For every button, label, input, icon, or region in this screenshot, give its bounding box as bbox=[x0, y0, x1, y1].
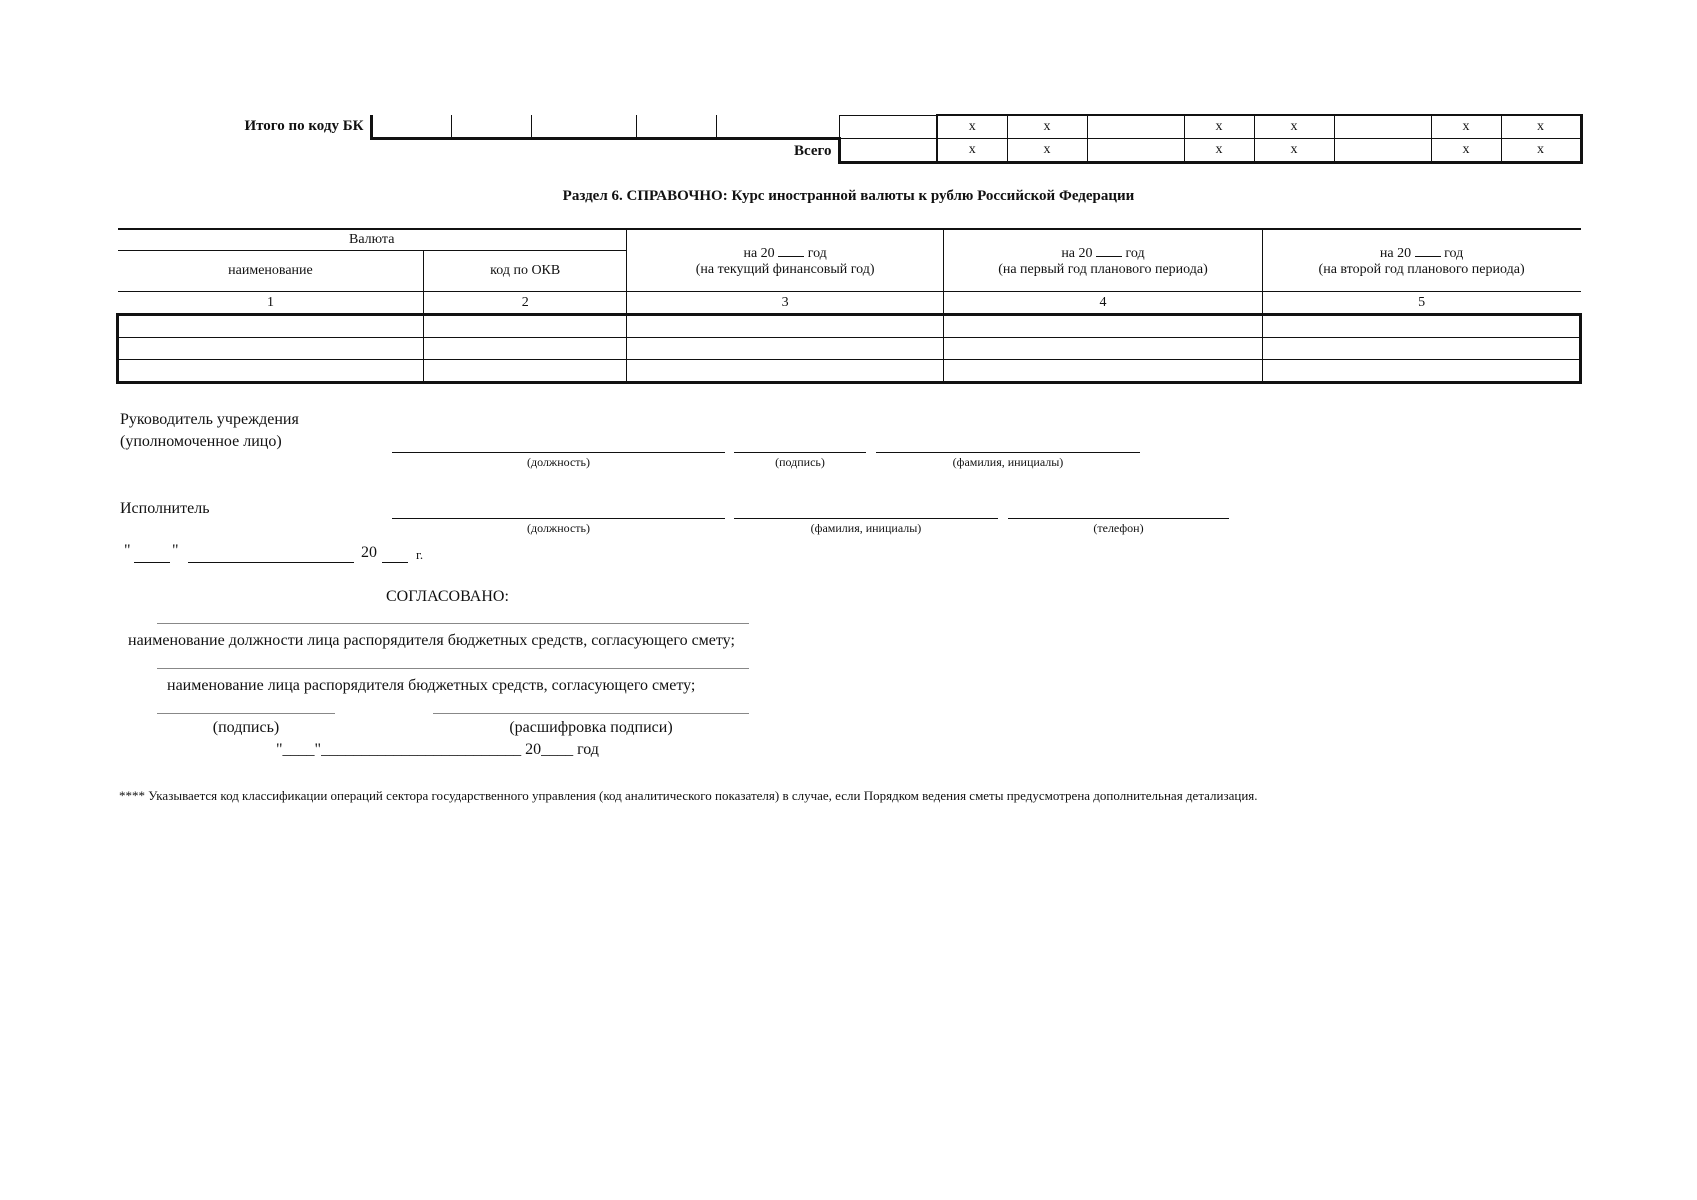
date-quote-open: " bbox=[124, 542, 131, 559]
data-cell bbox=[424, 360, 627, 383]
col-name-header: наименование bbox=[118, 251, 424, 292]
head-signature-line bbox=[734, 452, 866, 453]
head-position-caption: (должность) bbox=[527, 455, 590, 469]
cell bbox=[636, 115, 716, 139]
date-year-prefix: 20 bbox=[361, 544, 377, 561]
col-number-2: 2 bbox=[424, 292, 627, 315]
data-row bbox=[118, 315, 1581, 338]
data-cell bbox=[944, 315, 1262, 338]
cell bbox=[371, 115, 451, 139]
section-title: Раздел 6. СПРАВОЧНО: Курс иностранной валюты к рублю Российской Федерации bbox=[562, 188, 1135, 204]
data-cell bbox=[944, 360, 1262, 383]
col-number-5: 5 bbox=[1262, 292, 1580, 315]
col4-prefix: на 20 bbox=[1061, 245, 1093, 261]
executor-phone-line bbox=[1008, 518, 1229, 519]
totals-table bbox=[116, 114, 1583, 164]
data-cell bbox=[118, 360, 424, 383]
cell bbox=[1334, 115, 1431, 139]
col-number-4: 4 bbox=[944, 292, 1262, 315]
col-code-header: код по ОКВ bbox=[424, 251, 627, 292]
executor-phone-caption: (телефон) bbox=[1093, 521, 1144, 535]
x-cell: x bbox=[1254, 139, 1334, 163]
approval-signature-caption: (подпись) bbox=[212, 719, 280, 736]
executor-position-line bbox=[392, 518, 725, 519]
head-label-line1: Руководитель учреждения bbox=[120, 411, 299, 428]
x-cell: x bbox=[937, 115, 1007, 139]
col-number-1: 1 bbox=[118, 292, 424, 315]
x-cell: x bbox=[1007, 139, 1087, 163]
data-cell bbox=[1262, 338, 1580, 360]
col5-prefix: на 20 bbox=[1379, 245, 1412, 261]
approval-line2: наименование лица распорядителя бюджетных средств, согласующего смету; bbox=[167, 677, 696, 694]
col5-header bbox=[1262, 229, 1580, 292]
col3-header bbox=[626, 229, 943, 292]
data-cell bbox=[626, 315, 943, 338]
cell bbox=[1087, 139, 1184, 163]
x-cell: x bbox=[1431, 139, 1501, 163]
cell bbox=[531, 115, 636, 139]
cell bbox=[716, 115, 839, 139]
head-name-line bbox=[876, 452, 1140, 453]
head-label-line2: (уполномоченное лицо) bbox=[120, 433, 282, 450]
x-cell: x bbox=[1501, 115, 1581, 139]
approval-date: "____"_________________________ 20____ год bbox=[276, 741, 599, 758]
number-row bbox=[118, 292, 1581, 315]
date-quote-close: " bbox=[172, 542, 179, 559]
data-row bbox=[118, 338, 1581, 360]
itogo-row bbox=[116, 115, 1581, 139]
col5-sub: (на второй год планового периода) bbox=[1318, 261, 1525, 277]
col4-sub: (на первый год планового периода) bbox=[998, 261, 1208, 277]
approval-decode-line bbox=[433, 713, 749, 714]
col3-suffix: год bbox=[807, 245, 827, 261]
x-cell: x bbox=[1254, 115, 1334, 139]
currency-group-header: Валюта bbox=[118, 229, 627, 251]
x-cell: x bbox=[1184, 115, 1254, 139]
cell bbox=[1334, 139, 1431, 163]
data-cell bbox=[424, 315, 627, 338]
approval-decode-caption: (расшифровка подписи) bbox=[509, 719, 673, 736]
data-cell bbox=[118, 315, 424, 338]
col3-sub: (на текущий финансовый год) bbox=[695, 261, 875, 277]
x-cell: x bbox=[937, 139, 1007, 163]
approval-title: СОГЛАСОВАНО: bbox=[386, 588, 509, 605]
data-cell bbox=[424, 338, 627, 360]
spacer bbox=[116, 139, 371, 163]
cell bbox=[839, 115, 937, 139]
vsego-row bbox=[116, 139, 1581, 163]
head-name-caption: (фамилия, инициалы) bbox=[952, 455, 1064, 469]
data-cell bbox=[626, 360, 943, 383]
date-month-line bbox=[188, 562, 354, 563]
executor-name-line bbox=[734, 518, 998, 519]
data-cell bbox=[118, 338, 424, 360]
x-cell: x bbox=[1184, 139, 1254, 163]
col-number-3: 3 bbox=[626, 292, 943, 315]
approval-signature-line bbox=[157, 713, 335, 714]
header-row-1 bbox=[118, 229, 1581, 251]
approval-position-line bbox=[157, 623, 749, 624]
col4-header bbox=[944, 229, 1262, 292]
itogo-label: Итого по коду БК bbox=[244, 118, 364, 135]
col5-suffix: год bbox=[1444, 245, 1464, 261]
executor-label: Исполнитель bbox=[120, 500, 210, 517]
head-position-line bbox=[392, 452, 725, 453]
data-cell bbox=[944, 338, 1262, 360]
x-cell: x bbox=[1007, 115, 1087, 139]
vsego-label: Всего bbox=[794, 142, 832, 159]
date-year-line bbox=[382, 562, 408, 563]
data-row bbox=[118, 360, 1581, 383]
date-g: г. bbox=[416, 547, 424, 562]
col3-prefix: на 20 bbox=[743, 245, 775, 261]
executor-position-caption: (должность) bbox=[527, 521, 590, 535]
data-cell bbox=[626, 338, 943, 360]
col4-suffix: год bbox=[1125, 245, 1145, 261]
footnote: **** Указывается код классификации операций сектора государственного управления (код аналитического показателя) в случае, если Порядком ведения сметы предусмотрена дополнительная детализация. bbox=[119, 788, 1258, 803]
approval-line1: наименование должности лица распорядителя бюджетных средств, согласующего смету; bbox=[128, 632, 735, 649]
approval-name-line bbox=[157, 668, 749, 669]
executor-name-caption: (фамилия, инициалы) bbox=[810, 521, 922, 535]
date-day-line bbox=[134, 562, 170, 563]
x-cell: x bbox=[1431, 115, 1501, 139]
currency-rates-table bbox=[116, 228, 1582, 384]
data-cell bbox=[1262, 315, 1580, 338]
x-cell: x bbox=[1501, 139, 1581, 163]
cell bbox=[1087, 115, 1184, 139]
data-cell bbox=[1262, 360, 1580, 383]
cell bbox=[451, 115, 531, 139]
cell bbox=[839, 139, 937, 163]
head-signature-caption: (подпись) bbox=[775, 455, 825, 469]
